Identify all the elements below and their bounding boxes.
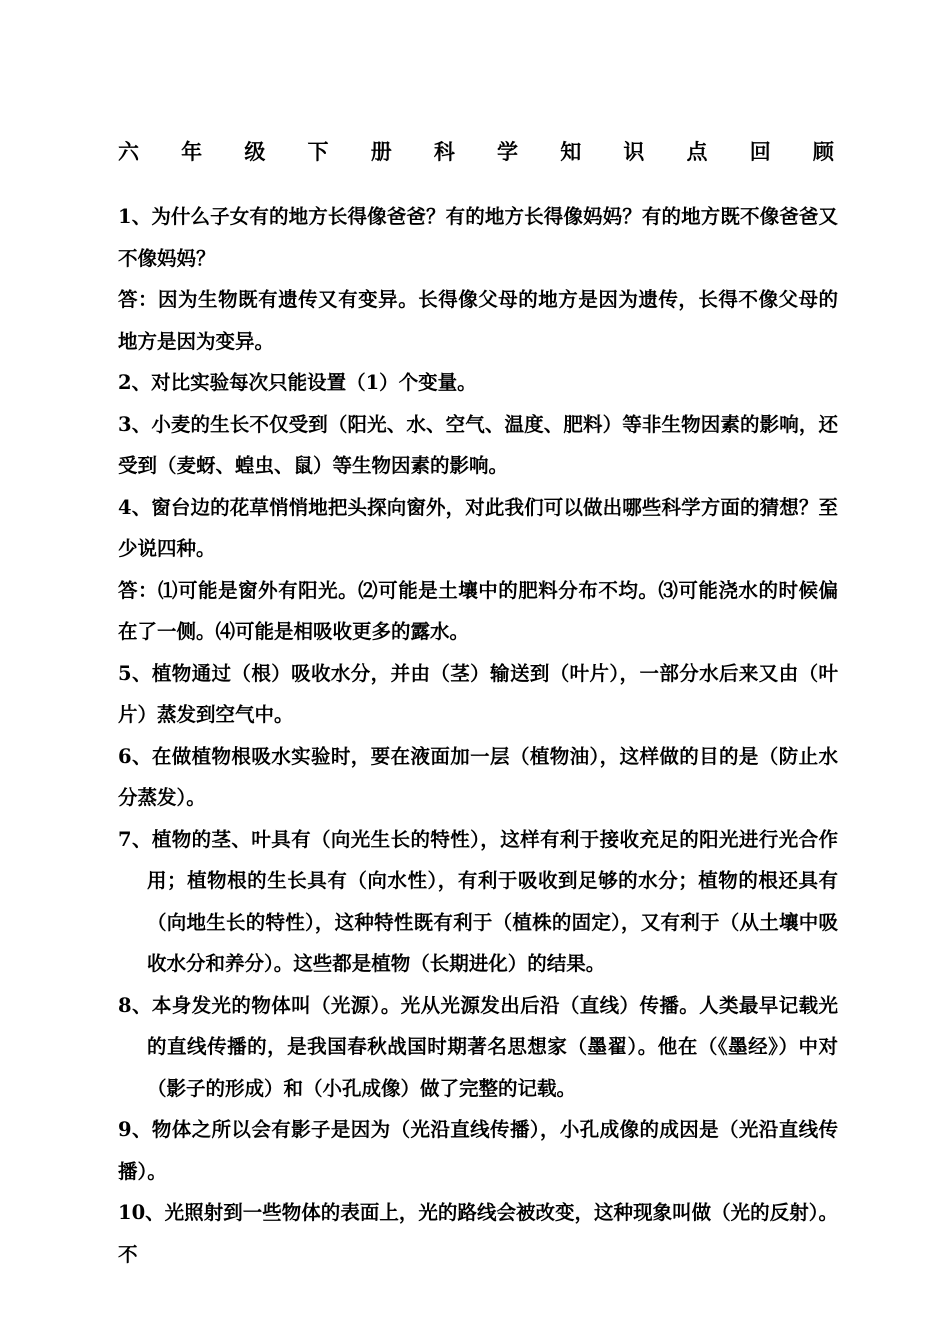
title-char: 顾 — [812, 139, 834, 164]
question-1: 1、为什么子女有的地方长得像爸爸？有的地方长得像妈妈？有的地方既不像爸爸又不像妈妈？ — [118, 205, 838, 270]
question-10: 10、光照射到一些物体的表面上，光的路线会被改变，这种现象叫做（光的反射）。不 — [118, 1201, 838, 1266]
title-char: 年 — [181, 139, 203, 164]
question-8: 8、本身发光的物体叫（光源）。光从光源发出后沿（直线）传播。人类最早记载光的直线传播的，是我国春秋战国时期著名思想家（墨翟）。他在（《墨经》）中对（影子的形成）和（小孔成像）做了完整的记载。 — [118, 993, 838, 1100]
title-char: 回 — [749, 139, 771, 164]
title-char: 学 — [497, 139, 519, 164]
title-char: 六 — [118, 139, 139, 164]
title-char: 级 — [244, 139, 266, 164]
question-6: 6、在做植物根吸水实验时，要在液面加一层（植物油），这样做的目的是（防止水分蒸发）。 — [118, 744, 838, 809]
answer-1: 答：因为生物既有遗传又有变异。长得像父母的地方是因为遗传，长得不像父母的地方是因为变异。 — [118, 288, 838, 353]
question-5: 5、植物通过（根）吸收水分，并由（茎）输送到（叶片），一部分水后来又由（叶片）蒸发到空气中。 — [118, 661, 838, 726]
title-char: 识 — [623, 139, 645, 164]
question-9: 9、物体之所以会有影子是因为（光沿直线传播），小孔成像的成因是（光沿直线传播）。 — [118, 1118, 838, 1183]
question-3: 3、小麦的生长不仅受到（阳光、水、空气、温度、肥料）等非生物因素的影响，还受到（麦蚜、蝗虫、鼠）等生物因素的影响。 — [118, 412, 838, 477]
question-4: 4、窗台边的花草悄悄地把头探向窗外，对此我们可以做出哪些科学方面的猜想？至少说四种。 — [118, 495, 838, 560]
title-char: 知 — [560, 139, 582, 164]
question-7: 7、植物的茎、叶具有（向光生长的特性），这样有利于接收充足的阳光进行光合作用；植物根的生长具有（向水性），有利于吸收到足够的水分；植物的根还具有（向地生长的特性），这种特性既有利于（植株的固定），又有利于（从土壤中吸收水分和养分）。这些都是植物（长期进化）的结果。 — [118, 827, 838, 975]
title-char: 下 — [307, 139, 329, 164]
answer-4: 答：⑴可能是窗外有阳光。⑵可能是土壤中的肥料分布不均。⑶可能浇水的时候偏在了一侧。⑷可能是相吸收更多的露水。 — [118, 578, 838, 643]
document-body — [118, 196, 838, 1275]
page-title — [118, 138, 834, 166]
title-char: 科 — [433, 139, 455, 164]
title-char: 册 — [370, 139, 392, 164]
question-2: 2、对比实验每次只能设置（1）个变量。 — [118, 371, 477, 394]
title-char: 点 — [686, 139, 708, 164]
